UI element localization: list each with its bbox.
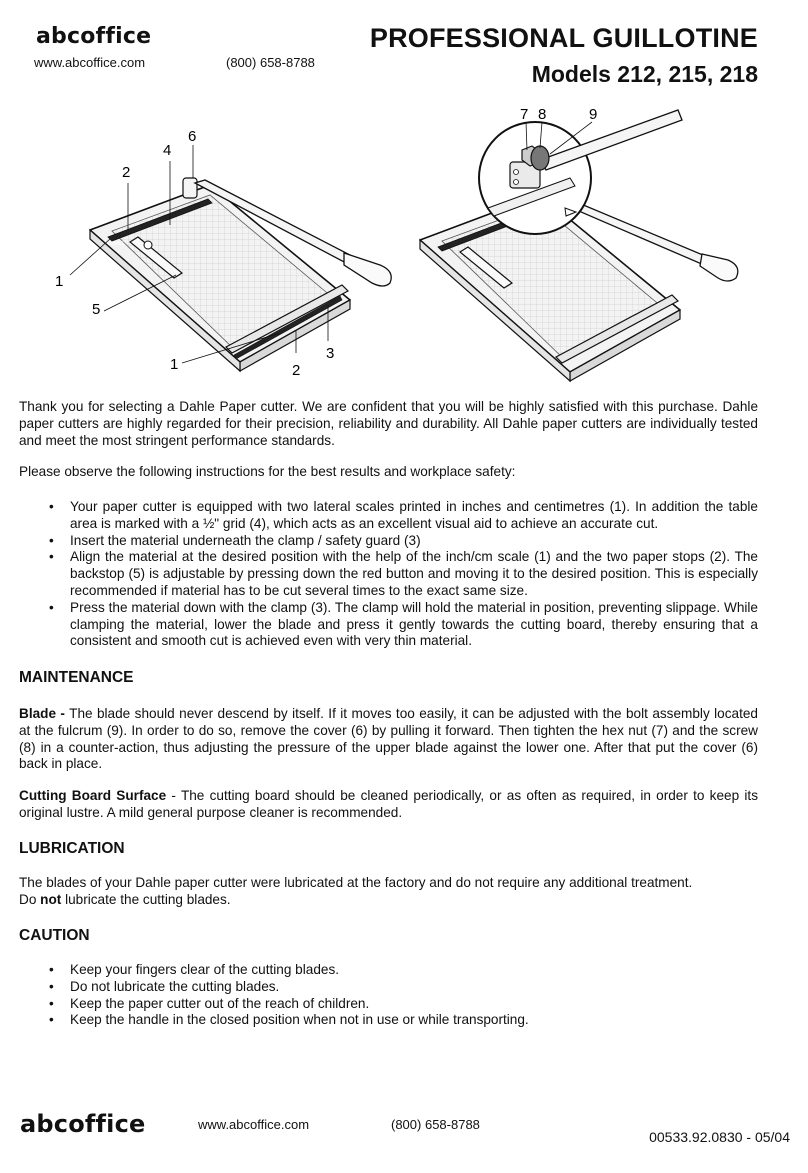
footer-phone: (800) 658-8788 xyxy=(391,1117,480,1132)
lubrication-line-2: Do not lubricate the cutting blades. xyxy=(19,891,231,907)
callout-3: 3 xyxy=(326,345,335,362)
intro-section xyxy=(19,399,758,481)
list-item: • Your paper cutter is equipped with two lateral scales printed in inches and centimetres (1). In addition the table area is marked with a ½" grid (4), which acts as an excellent visual aid to achieve an accurate cut. xyxy=(49,499,758,531)
models-subtitle: Models 212, 215, 218 xyxy=(531,61,758,87)
list-item: • Do not lubricate the cutting blades. xyxy=(49,978,280,994)
callout-1-bottom: 1 xyxy=(170,356,179,373)
lubrication-heading: LUBRICATION xyxy=(19,840,125,857)
callout-2-bottom: 2 xyxy=(292,362,301,379)
fulcrum-bolt xyxy=(531,146,549,170)
callout-7: 7 xyxy=(520,106,529,123)
lubrication-line-1: The blades of your Dahle paper cutter were lubricated at the factory and do not require any additional treatment. xyxy=(19,875,693,890)
list-item: • Press the material down with the clamp (3). The clamp will hold the material in position, preventing slippage. While clamping the material, lower the blade and press it gently towards the cutting board, thereby ensuring that a consistent and smooth cut is achieved even with very thin material. xyxy=(49,599,758,649)
surface-paragraph: Cutting Board Surface - The cutting board should be cleaned periodically, or as often as required, in order to keep its original lustre. A mild general purpose cleaner is recommended. xyxy=(19,788,758,820)
surface-label: Cutting Board Surface xyxy=(19,788,167,804)
list-item: • Keep your fingers clear of the cutting blades. xyxy=(49,962,340,977)
callout-5: 5 xyxy=(92,301,101,318)
callout-9: 9 xyxy=(589,106,598,123)
blade-label: Blade - xyxy=(19,706,65,721)
instruction-list xyxy=(19,499,758,650)
lubrication-section xyxy=(19,875,758,909)
intro-paragraph: Thank you for selecting a Dahle Paper cutter. We are confident that you will be highly satisfied with this purchase. Dahle paper cutters are highly regarded for their precision, reliability and durability. All Dahle paper cutters are individually tested and meet the most stringent performance standards. xyxy=(19,399,758,448)
callout-1-top: 1 xyxy=(55,273,64,290)
blade-handle xyxy=(344,253,391,286)
board-logo: DAHLE xyxy=(108,241,125,247)
blade-paragraph: Blade - The blade should never descend by itself. If it moves too easily, it can be adjusted with the bolt assembly located at the fulcrum (9). In order to do so, remove the cover (6) by pulling it forward. Then tighten the hex nut (7) and the screw (8) in a counter-action, thus adjusting the pressure of the upper blade against the lower one. After that put the cover (6) back in place. xyxy=(19,706,758,772)
guillotine-diagram-fulcrum xyxy=(410,100,770,385)
page-title: PROFESSIONAL GUILLOTINE xyxy=(369,23,758,53)
callout-4: 4 xyxy=(163,142,172,159)
footer-website: www.abcoffice.com xyxy=(198,1117,310,1132)
header-phone: (800) 658-8788 xyxy=(226,55,315,70)
fulcrum-cover xyxy=(183,178,197,198)
callout-2-top: 2 xyxy=(122,164,131,181)
list-item: • Keep the paper cutter out of the reach of children. xyxy=(49,995,370,1011)
callout-6: 6 xyxy=(188,128,197,145)
list-item: • Keep the handle in the closed position when not in use or while transporting. xyxy=(49,1012,529,1028)
guillotine-diagram-parts xyxy=(50,125,410,385)
header-website: www.abcoffice.com xyxy=(34,55,146,70)
caution-heading: CAUTION xyxy=(19,927,90,944)
document-code: 00533.92.0830 - 05/04 xyxy=(649,1129,790,1145)
list-item: • Insert the material underneath the clamp / safety guard (3) xyxy=(49,532,421,548)
header-brand-logo: abcoffice xyxy=(36,24,152,49)
maintenance-section xyxy=(19,706,758,822)
caution-list xyxy=(19,962,758,1029)
instructions-lead: Please observe the following instructions for the best results and workplace safety: xyxy=(19,464,516,480)
maintenance-heading: MAINTENANCE xyxy=(19,669,134,686)
footer-brand-logo: abcoffice xyxy=(20,1110,146,1138)
callout-8: 8 xyxy=(538,106,547,123)
list-item: • Align the material at the desired position with the help of the inch/cm scale (1) and the two paper stops (2). The backstop (5) is adjustable by pressing down the red button and moving it to the desired position. This is especially recommended if material has to be cut several times to the exact same size. xyxy=(49,549,758,598)
